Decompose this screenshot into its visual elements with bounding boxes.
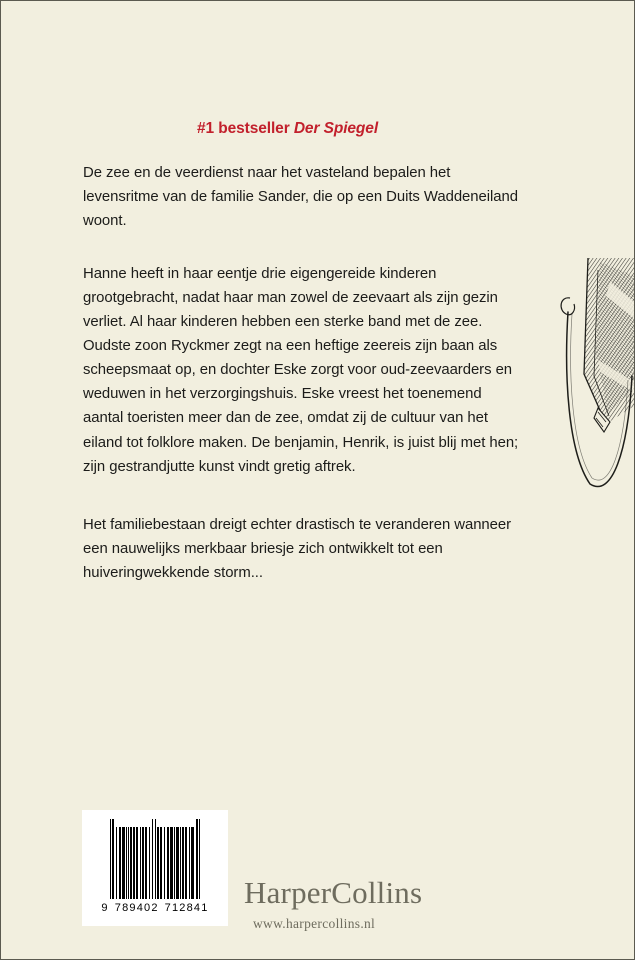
barcode-bars	[110, 827, 201, 899]
publisher-url[interactable]: www.harpercollins.nl	[253, 916, 376, 931]
quill-feather-icon	[554, 256, 634, 506]
bestseller-headline	[83, 119, 523, 139]
blurb-paragraph-2: Hanne heeft in haar eentje drie eigengereide kinderen grootgebracht, nadat haar man zowel de zeevaart als zijn gezin verliet. Al haar kinderen hebben een sterke band met de zee. Oudste zoon Ryckmer zegt na een heftige zeereis zijn baan als scheepsmaat op, en dochter Eske zorgt voor oud-zeevaarders en weduwen in het verzorgingshuis. Eske vreest het toenemend aantal toeristen meer dan de zee, omdat zij de cultuur van het eiland tot folklore maken. De benjamin, Henrik, is juist blij met hen; zijn gestrandjutte kunst vindt gretig aftrek.	[83, 265, 519, 475]
cover-text-column	[83, 119, 523, 585]
barcode-bar	[199, 819, 200, 899]
quill-feather-engraving-illustration	[554, 256, 634, 506]
barcode-group-left: 789402	[114, 901, 159, 914]
barcode-lead-digit: 9	[101, 901, 109, 914]
barcode-digits	[101, 902, 208, 914]
headline-source: Der Spiegel	[293, 120, 379, 137]
blurb-text	[83, 161, 523, 585]
headline-prefix: #1 bestseller	[197, 120, 294, 137]
blurb-paragraph-3: Het familiebestaan dreigt echter drastisch te veranderen wanneer een nauwelijks merkbaar briesje zich ontwikkelt tot een huiveringwekkende storm...	[83, 516, 512, 582]
isbn-barcode	[82, 810, 228, 926]
blurb-paragraph-1: De zee en de veerdienst naar het vasteland bepalen het levensritme van de familie Sander, die op een Duits Waddeneiland woont.	[83, 165, 518, 230]
barcode-group-right: 712841	[164, 901, 209, 914]
publisher-block	[244, 877, 422, 932]
publisher-name: HarperCollins	[244, 875, 423, 910]
